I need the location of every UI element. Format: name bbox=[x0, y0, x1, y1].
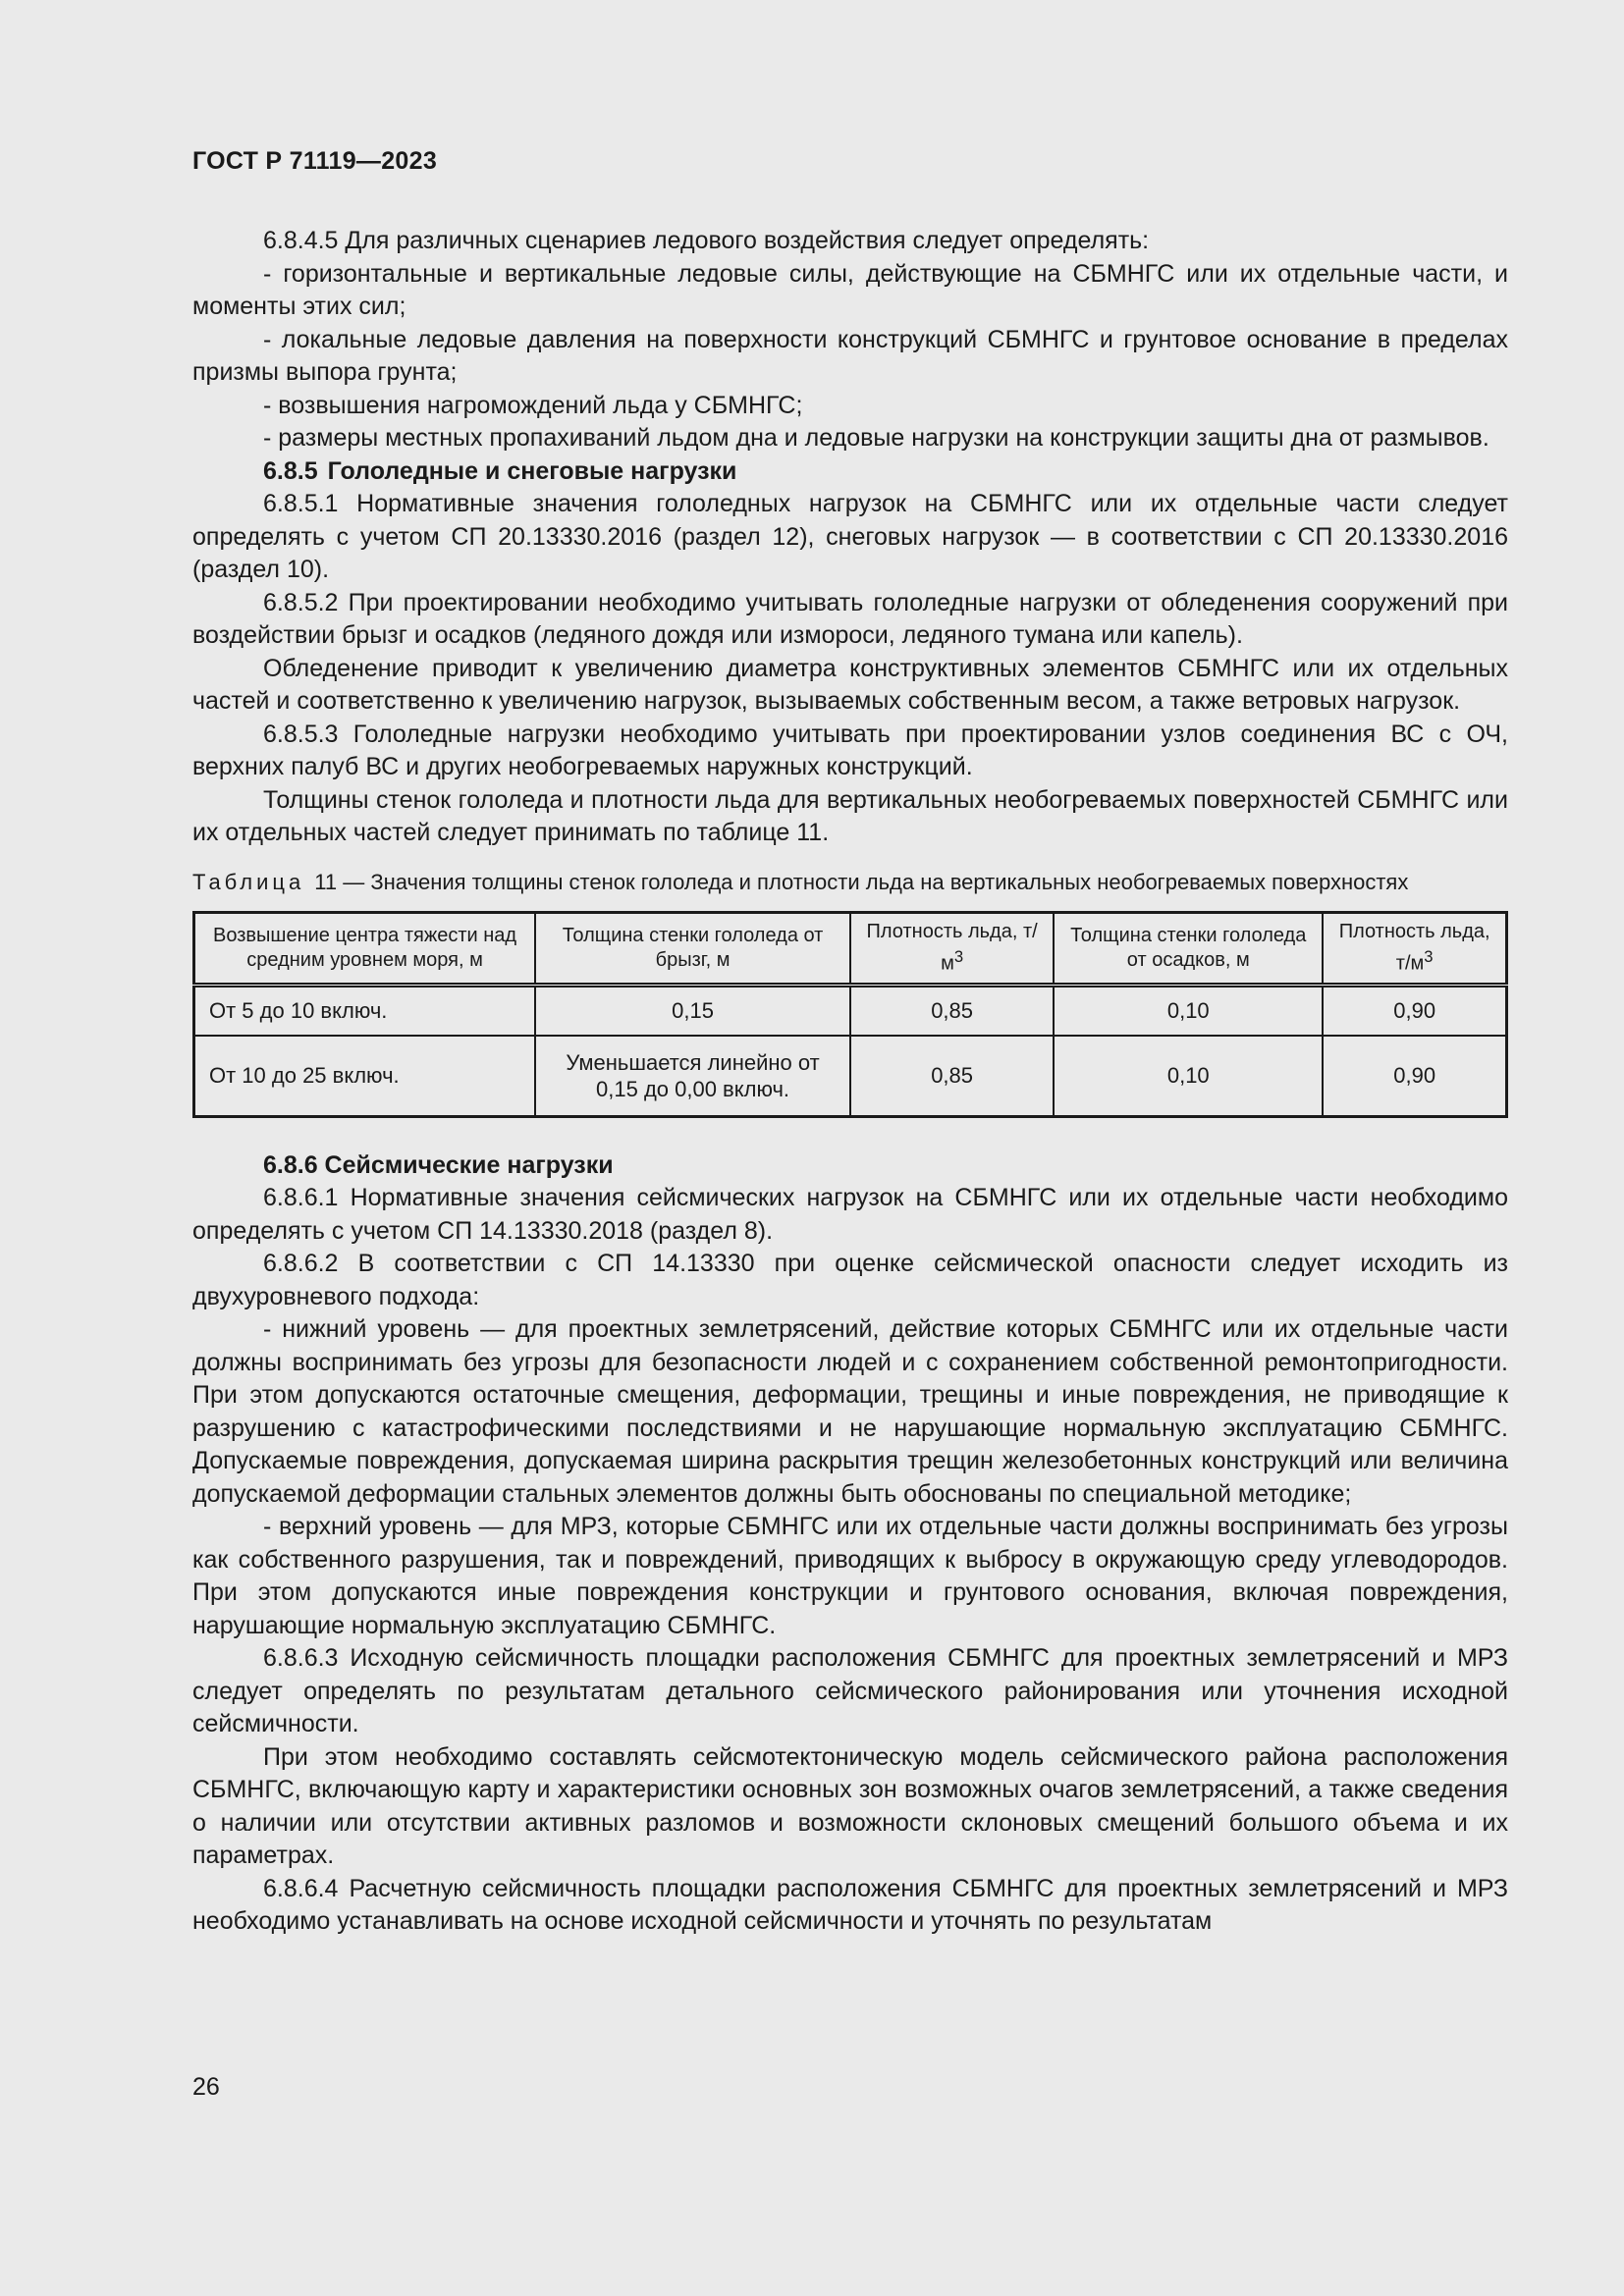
table-cell: 0,10 bbox=[1054, 985, 1323, 1036]
header-text: Плотность льда, т/м bbox=[1338, 920, 1490, 975]
document-body bbox=[192, 225, 1508, 1939]
paragraph-6845-intro: 6.8.4.5 Для различных сценариев ледового воздействия следует определять: bbox=[263, 227, 1150, 254]
table-cell: Уменьшается линейно от 0,15 до 0,00 включ. bbox=[535, 1036, 850, 1117]
paragraph-6861: 6.8.6.1 Нормативные значения сейсмических нагрузок на СБМНГС или их отдельные части необходимо определять с учетом СП 14.13330.2018 (раздел 8). bbox=[192, 1184, 1508, 1245]
paragraph-6853-cont: Толщины стенок гололеда и плотности льда для вертикальных необогреваемых поверхностей СБМНГС или их отдельных частей следует принимать по таблице 11. bbox=[192, 785, 1508, 846]
page-number: 26 bbox=[192, 2073, 220, 2101]
section-heading-686: 6.8.6 Сейсмические нагрузки bbox=[263, 1150, 614, 1179]
table-cell: 0,90 bbox=[1323, 985, 1506, 1036]
table-caption bbox=[192, 868, 1508, 897]
table-cell: 0,90 bbox=[1323, 1036, 1506, 1117]
table-row bbox=[194, 985, 1507, 1036]
table-cell: От 5 до 10 включ. bbox=[194, 985, 536, 1036]
table-header-cell: Толщина стенки гололеда от осадков, м bbox=[1054, 912, 1323, 985]
paragraph-6862: 6.8.6.2 В соответствии с СП 14.13330 при оценке сейсмической опасности следует исходить из двухуровневого подхода: bbox=[192, 1250, 1508, 1310]
paragraph-6862-item-2: - верхний уровень — для МРЗ, которые СБМНГС или их отдельные части должны воспринимать без угрозы как собственного разрушения, так и повреждений, приводящих к выбросу в окружающую среду углеводородов. При этом допускаются иные повреждения конструкции и грунтового основания, включая повреждения, нарушающие нормальную эксплуатацию СБМНГС. bbox=[192, 1513, 1508, 1639]
paragraph-6852: 6.8.5.2 При проектировании необходимо учитывать гололедные нагрузки от обледенения сооружений при воздействии брызг и осадков (ледяного дождя или измороси, ледяного тумана или капель). bbox=[192, 588, 1508, 649]
table-header-cell: Возвышение центра тяжести над средним уровнем моря, м bbox=[194, 912, 536, 985]
superscript: 3 bbox=[1424, 946, 1434, 966]
table-cell: 0,15 bbox=[535, 985, 850, 1036]
table-header-cell: Толщина стенки гололеда от брызг, м bbox=[535, 912, 850, 985]
paragraph-6862-item-1: - нижний уровень — для проектных землетрясений, действие которых СБМНГС или их отдельные части должны воспринимать без угрозы для безопасности людей и с сохранением собственной ремонтопригодности. При этом допускаются остаточные смещения, деформации, трещины и иные повреждения, не приводящие к разрушению с катастрофическими последствиями и не нарушающие нормальную эксплуатацию СБМНГС. Допускаемые повреждения, допускаемая ширина раскрытия трещин железобетонных конструкций или величина допускаемой деформации стальных элементов должны быть обоснованы по специальной методике; bbox=[192, 1315, 1508, 1508]
section-number-685: 6.8.5 bbox=[263, 456, 318, 485]
table-row bbox=[194, 1036, 1507, 1117]
document-header: ГОСТ Р 71119—2023 bbox=[192, 147, 438, 175]
paragraph-6845-item-3: - возвышения нагромождений льда у СБМНГС; bbox=[263, 391, 803, 419]
paragraph-6845-item-1: - горизонтальные и вертикальные ледовые силы, действующие на СБМНГС или их отдельные части, и моменты этих сил; bbox=[192, 259, 1508, 320]
table-caption-label: Таблица bbox=[192, 869, 305, 894]
table-header-cell bbox=[850, 912, 1054, 985]
table-cell: 0,85 bbox=[850, 1036, 1054, 1117]
paragraph-6852-cont: Обледенение приводит к увеличению диаметра конструктивных элементов СБМНГС или их отдельных частей и соответственно к увеличению нагрузок, вызываемых собственным весом, а также ветровых нагрузок. bbox=[192, 654, 1508, 715]
section-title-685: Гололедные и снеговые нагрузки bbox=[327, 456, 737, 485]
table-header-row bbox=[194, 912, 1507, 985]
table-cell: От 10 до 25 включ. bbox=[194, 1036, 536, 1117]
paragraph-6845-item-4: - размеры местных пропахиваний льдом дна и ледовые нагрузки на конструкции защиты дна от размывов. bbox=[263, 424, 1489, 452]
table-cell: 0,10 bbox=[1054, 1036, 1323, 1117]
paragraph-6864: 6.8.6.4 Расчетную сейсмичность площадки расположения СБМНГС для проектных землетрясений и МРЗ необходимо устанавливать на основе исходной сейсмичности и уточнять по результатам bbox=[192, 1874, 1508, 1935]
paragraph-6845-item-2: - локальные ледовые давления на поверхности конструкций СБМНГС и грунтовое основание в пределах призмы выпора грунта; bbox=[192, 325, 1508, 386]
section-heading-685 bbox=[192, 455, 1508, 489]
table-caption-text: 11 — Значения толщины стенок гололеда и плотности льда на вертикальных необогреваемых поверхностях bbox=[314, 869, 1409, 894]
table-header-cell bbox=[1323, 912, 1506, 985]
paragraph-6853: 6.8.5.3 Гололедные нагрузки необходимо учитывать при проектировании узлов соединения ВС с ОЧ, верхних палуб ВС и других необогреваемых наружных конструкций. bbox=[192, 720, 1508, 780]
paragraph-6863-cont: При этом необходимо составлять сейсмотектоническую модель сейсмического района расположения СБМНГС, включающую карту и характеристики основных зон возможных очагов землетрясений, а также сведения о наличии или отсутствии активных разломов и возможности склоновых смещений большого объема и их параметрах. bbox=[192, 1742, 1508, 1869]
superscript: 3 bbox=[953, 946, 964, 966]
table-11 bbox=[192, 911, 1508, 1118]
header-text: Плотность льда, т/м bbox=[866, 920, 1038, 975]
paragraph-6851: 6.8.5.1 Нормативные значения гололедных нагрузок на СБМНГС или их отдельные части следует определять с учетом СП 20.13330.2016 (раздел 12), снеговых нагрузок — в соответствии с СП 20.13330.2016 (раздел 10). bbox=[192, 490, 1508, 583]
paragraph-6863: 6.8.6.3 Исходную сейсмичность площадки расположения СБМНГС для проектных землетрясений и МРЗ следует определять по результатам детального сейсмического районирования или уточнения исходной сейсмичности. bbox=[192, 1644, 1508, 1737]
table-cell: 0,85 bbox=[850, 985, 1054, 1036]
